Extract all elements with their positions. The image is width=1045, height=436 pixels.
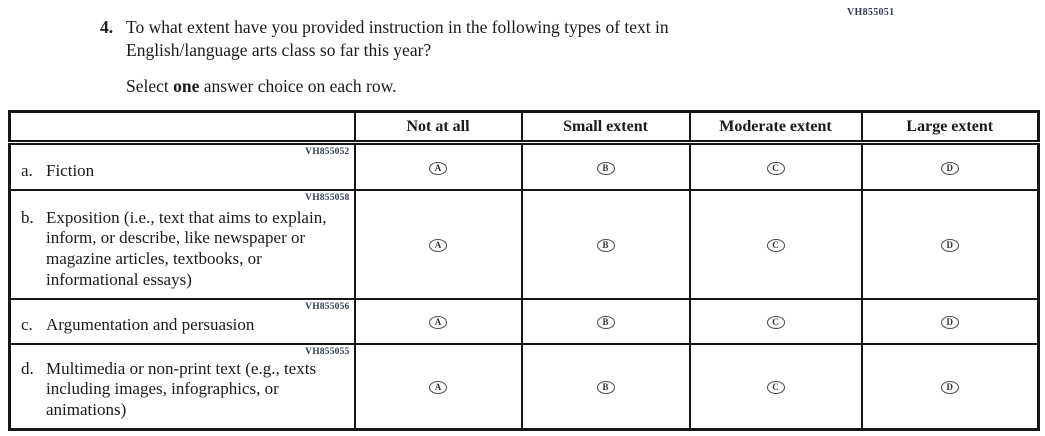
cell-argumentation-small-extent: [522, 299, 690, 344]
answer-bubble-c[interactable]: C: [767, 316, 785, 329]
row-label: Fiction: [46, 160, 95, 180]
question-block: [100, 16, 752, 97]
row-label: Argumentation and persuasion: [46, 314, 255, 334]
table-row-fiction: [10, 143, 1039, 190]
answer-bubble-a[interactable]: A: [429, 381, 447, 394]
cell-exposition-not-at-all: [355, 190, 522, 299]
row-letter: a.: [21, 160, 33, 180]
answer-bubble-c[interactable]: C: [767, 239, 785, 252]
table-row-argumentation: [10, 299, 1039, 344]
response-table: [8, 110, 1040, 431]
column-header-large-extent: Large extent: [862, 112, 1039, 143]
select-instruction: [126, 75, 752, 98]
row-code: VH855055: [305, 346, 350, 357]
cell-multimedia-moderate-extent: [690, 344, 862, 430]
column-header-moderate-extent: Moderate extent: [690, 112, 862, 143]
answer-bubble-d[interactable]: D: [941, 239, 959, 252]
answer-bubble-d[interactable]: D: [941, 381, 959, 394]
cell-multimedia-not-at-all: [355, 344, 522, 430]
row-label: Multimedia or non-print text (e.g., texts including images, infographics, or animations): [46, 358, 317, 419]
cell-exposition-small-extent: [522, 190, 690, 299]
cell-exposition-moderate-extent: [690, 190, 862, 299]
table-row-exposition: [10, 190, 1039, 299]
row-code: VH855052: [305, 147, 350, 157]
cell-argumentation-large-extent: [862, 299, 1039, 344]
answer-bubble-a[interactable]: A: [429, 316, 447, 329]
cell-fiction-not-at-all: [355, 143, 522, 190]
select-instruction-prefix: Select: [126, 75, 174, 96]
answer-bubble-b[interactable]: B: [597, 381, 615, 394]
header-empty-cell: [10, 112, 355, 143]
question-text: To what extent have you provided instruction in the following types of text in English/language arts class so far this year?: [126, 17, 669, 60]
row-header-multimedia: [10, 344, 355, 430]
cell-multimedia-large-extent: [862, 344, 1039, 430]
answer-bubble-c[interactable]: C: [767, 381, 785, 394]
row-label: Exposition (i.e., text that aims to explain, inform, or describe, like newspaper or magazine articles, textbooks, or informational essays): [46, 207, 327, 289]
header-row: [10, 112, 1039, 143]
answer-bubble-a[interactable]: A: [429, 239, 447, 252]
cell-exposition-large-extent: [862, 190, 1039, 299]
answer-bubble-c[interactable]: C: [767, 162, 785, 175]
column-header-not-at-all: Not at all: [355, 112, 522, 143]
select-instruction-bold: one: [173, 75, 200, 96]
row-letter: d.: [21, 358, 34, 378]
answer-bubble-b[interactable]: B: [597, 239, 615, 252]
column-header-small-extent: Small extent: [522, 112, 690, 143]
row-letter: b.: [21, 207, 34, 227]
cell-fiction-large-extent: [862, 143, 1039, 190]
row-header-argumentation: [10, 299, 355, 344]
select-instruction-suffix: answer choice on each row.: [199, 75, 397, 96]
cell-argumentation-not-at-all: [355, 299, 522, 344]
row-header-exposition: [10, 190, 355, 299]
cell-fiction-moderate-extent: [690, 143, 862, 190]
row-code: VH855058: [305, 192, 350, 203]
table-row-multimedia: [10, 344, 1039, 430]
answer-bubble-b[interactable]: B: [597, 162, 615, 175]
cell-argumentation-moderate-extent: [690, 299, 862, 344]
cell-fiction-small-extent: [522, 143, 690, 190]
question-number: 4.: [100, 17, 114, 37]
answer-bubble-a[interactable]: A: [429, 162, 447, 175]
answer-bubble-b[interactable]: B: [597, 316, 615, 329]
row-code: VH855056: [305, 301, 350, 312]
cell-multimedia-small-extent: [522, 344, 690, 430]
item-code: VH855051: [847, 7, 895, 18]
row-letter: c.: [21, 314, 33, 334]
answer-bubble-d[interactable]: D: [941, 162, 959, 175]
answer-bubble-d[interactable]: D: [941, 316, 959, 329]
row-header-fiction: [10, 143, 355, 190]
